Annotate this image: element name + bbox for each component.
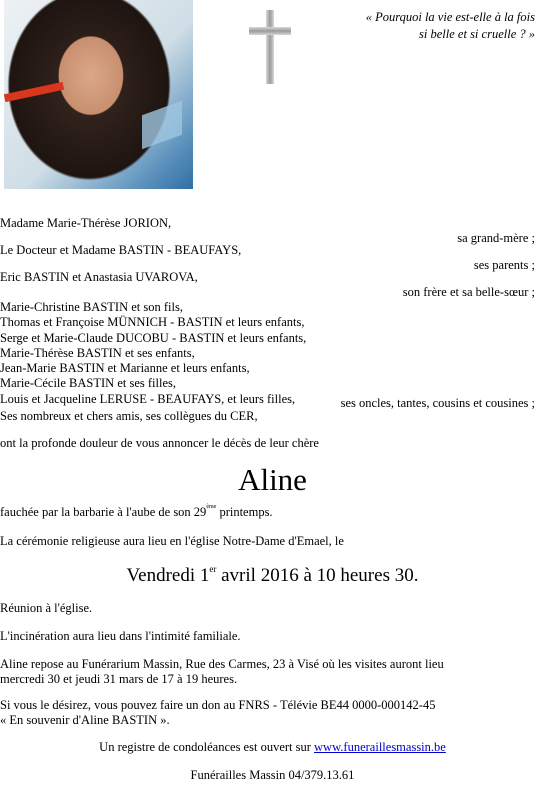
photo-strap	[4, 82, 64, 102]
quote-line-1: « Pourquoi la vie est-elle à la fois	[365, 10, 535, 24]
registre-line	[0, 740, 545, 755]
relation-parents: ses parents ;	[473, 258, 535, 272]
repose-block	[0, 657, 444, 686]
family-line: Jean-Marie BASTIN et Marianne et leurs enfants,	[0, 361, 250, 376]
ceremony-date	[0, 565, 545, 587]
family-line: Thomas et Françoise MÜNNICH - BASTIN et leurs enfants,	[0, 315, 305, 330]
photo-background	[142, 101, 182, 150]
family-line: Serge et Marie-Claude DUCOBU - BASTIN et leurs enfants,	[0, 330, 307, 345]
family-line: Louis et Jacqueline LERUSE - BEAUFAYS, et leurs filles,	[0, 391, 296, 406]
fauchee-sup: ème	[206, 504, 217, 510]
portrait-photo	[4, 0, 193, 189]
don-line-2: « En souvenir d'Aline BASTIN ».	[0, 712, 170, 727]
line-brother: Eric BASTIN et Anastasia UVAROVA,	[0, 270, 198, 284]
date-pre: Vendredi 1	[126, 565, 210, 586]
line-grandmother: Madame Marie-Thérèse JORION,	[0, 216, 172, 230]
ceremony-line: La cérémonie religieuse aura lieu en l'église Notre-Dame d'Emael, le	[0, 534, 344, 548]
fauchee-line	[0, 505, 273, 520]
line-parents: Le Docteur et Madame BASTIN - BEAUFAYS,	[0, 243, 242, 257]
repose-line-1: Aline repose au Funérarium Massin, Rue des Carmes, 23 à Visé où les visites auront lieu	[0, 657, 444, 671]
fauchee-tail: printemps.	[216, 505, 273, 519]
deceased-name: Aline	[238, 462, 307, 497]
relation-grandmother: sa grand-mère ;	[457, 231, 535, 245]
quote	[366, 9, 535, 43]
registre-text: Un registre de condoléances est ouvert sur	[99, 740, 315, 754]
footer-contact: Funérailles Massin 04/379.13.61	[190, 768, 355, 782]
registre-link[interactable]: www.funeraillesmassin.be	[314, 740, 446, 754]
reunion-line: Réunion à l'église.	[0, 601, 93, 615]
announcement-line: ont la profonde douleur de vous annoncer le décès de leur chère	[0, 436, 319, 450]
line-friends: Ses nombreux et chers amis, ses collègues du CER,	[0, 409, 258, 423]
family-line: Marie-Thérèse BASTIN et ses enfants,	[0, 345, 195, 360]
don-block	[0, 698, 435, 727]
relation-brother: son frère et sa belle-sœur ;	[402, 285, 535, 299]
relation-uncles: ses oncles, tantes, cousins et cousines ;	[340, 396, 535, 410]
family-line: Marie-Cécile BASTIN et ses filles,	[0, 376, 176, 391]
fauchee-text: fauchée par la barbarie à l'aube de son 29	[0, 505, 207, 519]
cross-icon-vertical	[266, 10, 274, 84]
don-line-1: Si vous le désirez, vous pouvez faire un don au FNRS - Télévie BE44 0000-000142-45	[0, 698, 436, 712]
family-line: Marie-Christine BASTIN et son fils,	[0, 300, 183, 314]
quote-line-2: si belle et si cruelle ? »	[419, 27, 535, 41]
repose-line-2: mercredi 30 et jeudi 31 mars de 17 à 19 heures.	[0, 671, 238, 686]
incineration-line: L'incinération aura lieu dans l'intimité familiale.	[0, 629, 241, 643]
date-sup: er	[209, 564, 217, 574]
date-post: avril 2016 à 10 heures 30.	[216, 565, 419, 586]
cross-icon-horizontal	[249, 27, 291, 35]
family-list	[0, 300, 306, 407]
